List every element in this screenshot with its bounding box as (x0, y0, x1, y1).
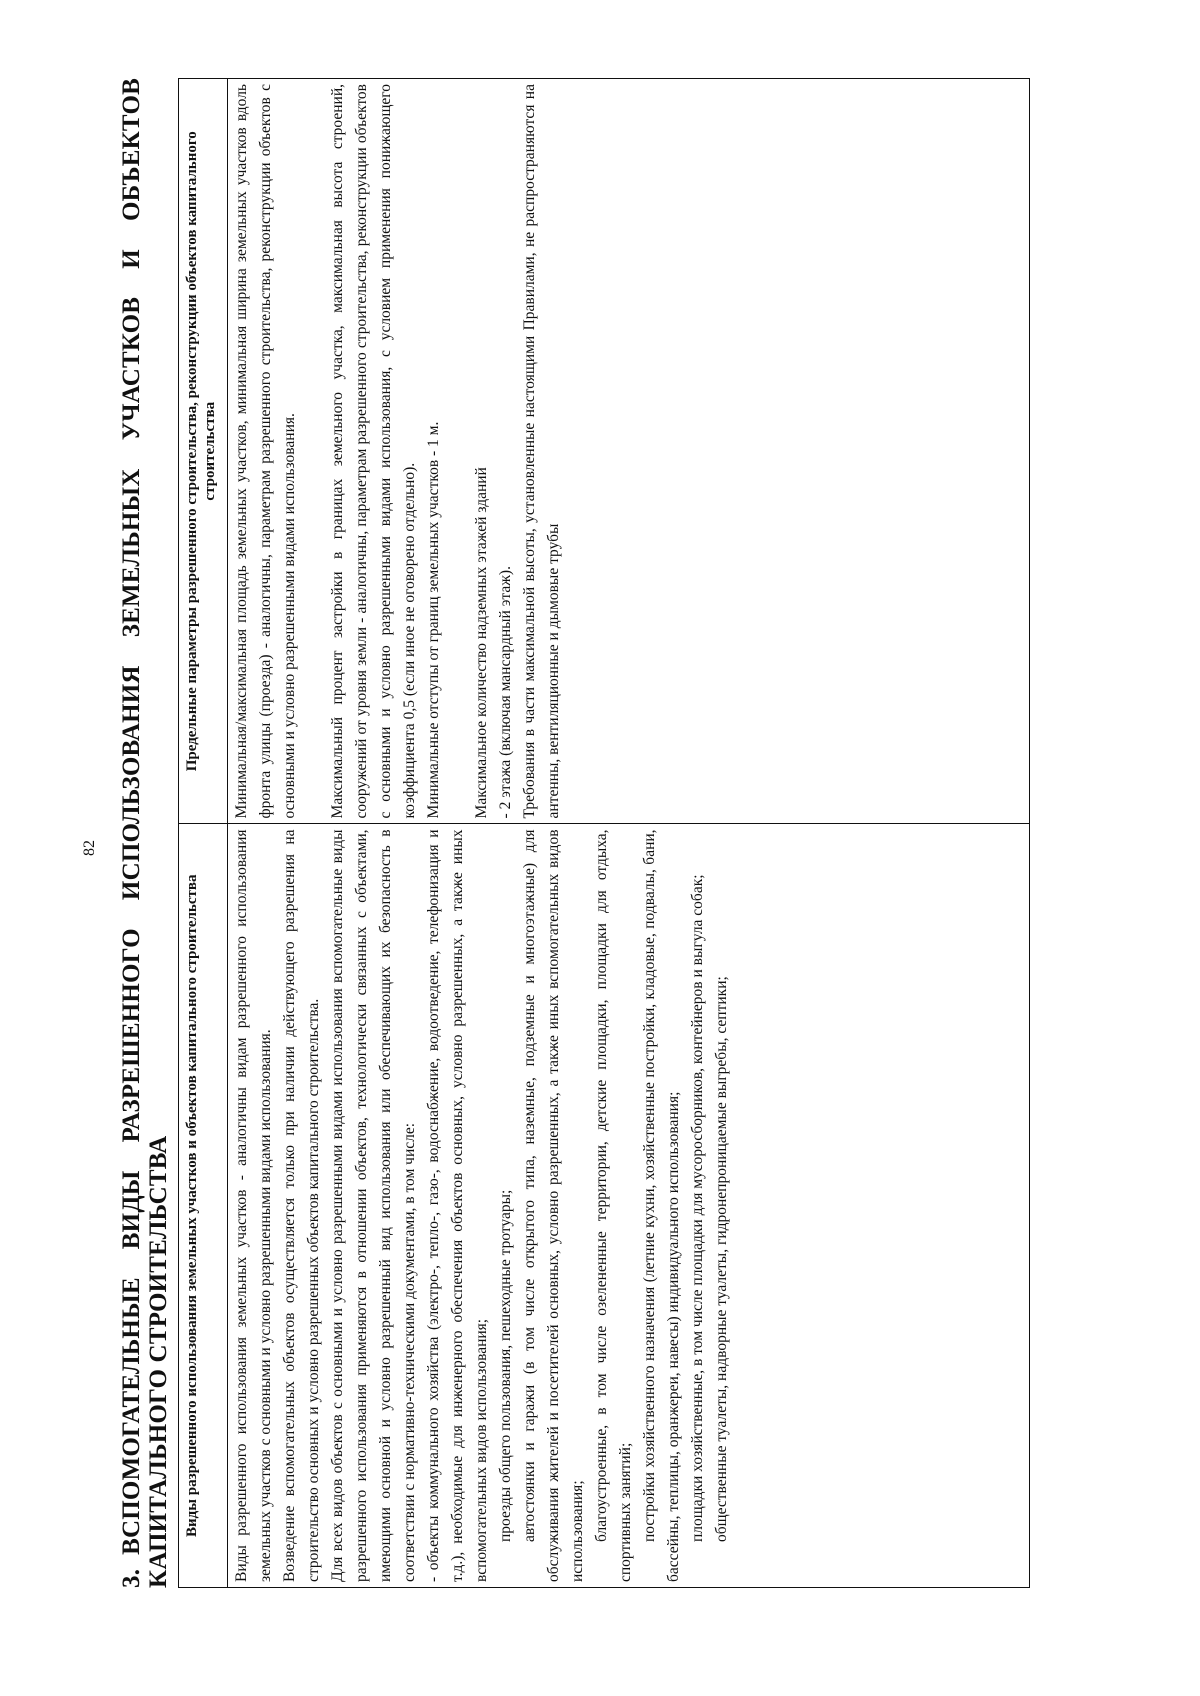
types-list-item: площадки хозяйственные, в том числе площадки для мусоросборников, контейнеров и выгула собак; (689, 874, 706, 1542)
types-paragraph: Возведение вспомогательных объектов осуществляется только при наличии действующего разрешения на строительство основных и условно разрешенных объектов капитального строительства. (281, 829, 322, 1582)
parameters-paragraph: Требования в части максимальной высоты, установленные настоящими Правилами, не распространяются на антенны, вентиляционные и дымовые трубы (521, 84, 562, 819)
types-cell (228, 824, 1030, 1588)
table-row (228, 79, 1030, 1588)
types-list-item: общественные туалеты, надворные туалеты, гидронепроницаемые выгребы, септики; (713, 976, 730, 1542)
section-heading (118, 78, 172, 1588)
parameters-paragraph: - 2 этажа (включая мансардный этаж). (497, 566, 514, 819)
types-paragraph: Для всех видов объектов с основными и условно разрешенными видами использования вспомогательные виды разрешенного использования применяются в отношении объектов, технологически связанных с объектами, имеющими основной и условно разрешенный вид использования или обеспечивающих их безопасность в соответствии с нормативно-техническими документами, в том числе: (329, 829, 418, 1582)
regulations-table (178, 78, 1030, 1588)
types-paragraph: Виды разрешенного использования земельных участков - аналогичны видам разрешенного использования земельных участков с основными и условно разрешенными видами использования. (233, 829, 274, 1582)
section-number: 3. (118, 1568, 145, 1588)
document-page (118, 78, 1078, 1588)
types-list-item: постройки хозяйственного назначения (летние кухни, хозяйственные постройки, кладовые, подвалы, бани, бассейны, теплицы, оранжереи, навесы) индивидуального использования; (641, 829, 682, 1582)
parameters-cell (228, 79, 1030, 824)
parameters-paragraph: Максимальный процент застройки в границах земельного участка, максимальная высота строений, сооружений от уровня земли - аналогичны, параметрам разрешенного строительства, реконструкции объектов с основными и условно разрешенными видами использования, с условием применения понижающего коэффициента 0,5 (если иное не оговорено отдельно). (329, 84, 418, 819)
types-list-item: автостоянки и гаражи (в том числе открытого типа, наземные, подземные и многоэтажные) для обслуживания жителей и посетителей основных, условно разрешенных, а также иных вспомогательных видов использования; (521, 829, 586, 1582)
parameters-paragraph: Минимальная/максимальная площадь земельных участков, минимальная ширина земельных участков вдоль фронта улицы (проезда) - аналогичны, параметрам разрешенного строительства, реконструкции объектов с основными и условно разрешенными видами использования. (233, 84, 298, 819)
parameters-paragraph: Максимальное количество надземных этажей зданий (473, 467, 490, 819)
page-number: 82 (81, 840, 98, 856)
types-paragraph: - объекты коммунального хозяйства (электро-, тепло-, газо-, водоснабжение, водоотведение, телефонизация и т.д.), необходимые для инженерного обеспечения объектов основных, условно разрешенных, а также иных вспомогательных видов использования; (425, 829, 490, 1582)
types-list-item: проезды общего пользования, пешеходные тротуары; (497, 1189, 514, 1542)
header-types: Виды разрешенного использования земельных участков и объектов капитального строительства (179, 824, 228, 1588)
types-list-item: благоустроенные, в том числе озелененные территории, детские площадки, площадки для отдыха, спортивных занятий; (593, 829, 634, 1582)
section-title: ВСПОМОГАТЕЛЬНЫЕ ВИДЫ РАЗРЕШЕННОГО ИСПОЛЬЗОВАНИЯ ЗЕМЕЛЬНЫХ УЧАСТКОВ И ОБЪЕКТОВ КАПИТАЛЬНОГО СТРОИТЕЛЬСТВА (118, 78, 172, 1588)
table-header-row (179, 79, 228, 1588)
header-parameters: Предельные параметры разрешенного строительства, реконструкции объектов капитального строительства (179, 79, 228, 824)
parameters-paragraph: Минимальные отступы от границ земельных участков - 1 м. (425, 421, 442, 819)
